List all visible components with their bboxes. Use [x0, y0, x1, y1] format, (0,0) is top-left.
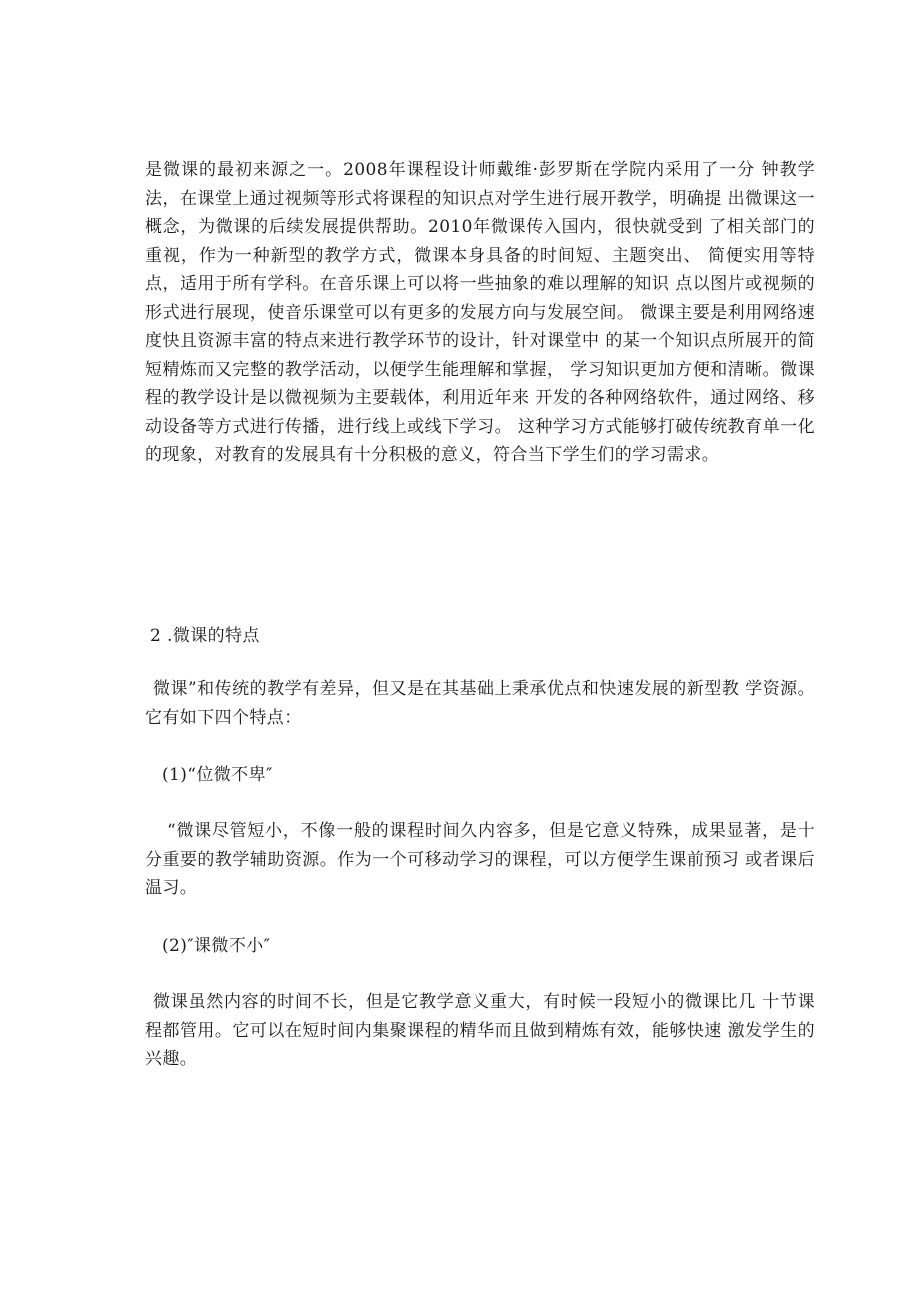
point1-heading: (1)“位微不卑″	[162, 765, 273, 785]
point2-heading: (2)″课微不小″	[162, 936, 271, 956]
section-heading: 2 .微课的特点	[150, 626, 260, 646]
intro-paragraph: 是微课的最初来源之一。2008年课程设计师戴维·彭罗斯在学院内采用了一分 钟教学法，在课堂上通过视频等形式将课程的知识点对学生进行展开教学，明确提 出微课这一概念，为微课的后续发展提供帮助。2010年微课传入国内，很快就受到 了相关部门的重视，作为一种新型的教学方式，微课本身具备的时间短、主题突出、 简便实用等特点，适用于所有学科。在音乐课上可以将一些抽象的难以理解的知识 点以图片或视频的形式进行展现，使音乐课堂可以有更多的发展方向与发展空间。 微课主要是利用网络速度快且资源丰富的特点来进行教学环节的设计，针对课堂中 的某一个知识点所展开的简短精炼而又完整的教学活动，以便学生能理解和掌握， 学习知识更加方便和清晰。微课程的教学设计是以微视频为主要载体，利用近年来 开发的各种网络软件，通过网络、移动设备等方式进行传播，进行线上或线下学习。 这种学习方式能够打破传统教育单一化的现象，对教育的发展具有十分积极的意义，符合当下学生们的学习需求。	[145, 160, 815, 465]
point1-paragraph: “微课尽管短小，不像一般的课程时间久内容多，但是它意义特殊，成果显著，是十分重要的教学辅助资源。作为一个可移动学习的课程，可以方便学生课前预习 或者课后温习。	[145, 821, 815, 898]
section-intro-paragraph: 微课”和传统的教学有差异，但又是在其基础上秉承优点和快速发展的新型教 学资源。它有如下四个特点：	[145, 679, 815, 728]
point2-paragraph: 微课虽然内容的时间不长，但是它教学意义重大，有时候一段短小的微课比几 十节课程都管用。它可以在短时间内集聚课程的精华而且做到精炼有效，能够快速 激发学生的兴趣。	[145, 992, 815, 1069]
